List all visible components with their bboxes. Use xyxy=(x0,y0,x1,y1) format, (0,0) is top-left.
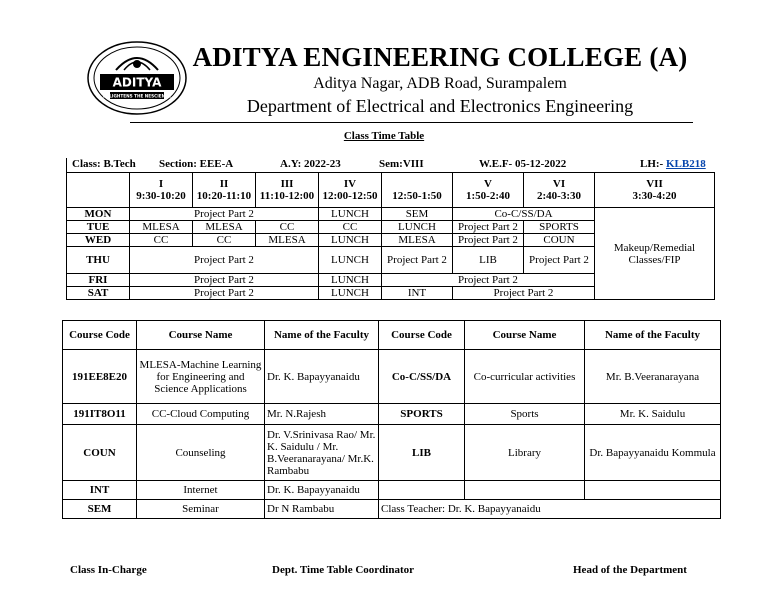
logo-tagline: ENLIGHTENS THE NESCIENCE xyxy=(102,93,172,99)
column-header: Course Name xyxy=(465,321,585,350)
faculty-name: Mr. K. Saidulu xyxy=(585,404,721,425)
column-header: Course Code xyxy=(379,321,465,350)
lh-link[interactable]: KLB218 xyxy=(665,158,706,170)
table-row xyxy=(63,481,721,500)
course-code: Co-C/SS/DA xyxy=(379,350,465,404)
semester: Sem:VIII xyxy=(379,158,424,170)
course-name: Co-curricular activities xyxy=(465,350,585,404)
class-teacher: Class Teacher: Dr. K. Bapayyanaidu xyxy=(379,500,721,519)
class-info-row xyxy=(66,158,715,172)
course-name: Library xyxy=(465,425,585,481)
timetable-cell: CC xyxy=(256,221,319,234)
makeup-remedial-cell: Makeup/Remedial Classes/FIP xyxy=(595,208,715,300)
faculty-name: Dr. K. Bapayyanaidu xyxy=(265,350,379,404)
timetable-cell: Project Part 2 xyxy=(382,274,595,287)
faculty-name: Mr. B.Veeranarayana xyxy=(585,350,721,404)
course-header-row xyxy=(63,321,721,350)
logo-wordmark: ADITYA xyxy=(112,75,162,90)
timetable-cell: Project Part 2 xyxy=(453,287,595,300)
timetable-cell: Project Part 2 xyxy=(382,247,453,274)
timetable-cell: INT xyxy=(382,287,453,300)
hod-signature: Head of the Department xyxy=(573,564,687,576)
period-header: VII 3:30-4:20 xyxy=(595,173,715,208)
section-label: Section: EEE-A xyxy=(159,158,234,170)
timetable-cell: CC xyxy=(319,221,382,234)
college-logo xyxy=(86,40,188,116)
timetable-cell: LUNCH xyxy=(382,221,453,234)
course-code: SEM xyxy=(63,500,137,519)
timetable-cell: Co-C/SS/DA xyxy=(453,208,595,221)
timetable-cell: Project Part 2 xyxy=(130,274,319,287)
timetable-cell: MLESA xyxy=(256,234,319,247)
column-header: Course Name xyxy=(137,321,265,350)
timetable-cell: Project Part 2 xyxy=(453,234,524,247)
lh-label: LH:- xyxy=(640,158,664,170)
timetable-cell: LUNCH xyxy=(319,287,382,300)
column-header: Course Code xyxy=(63,321,137,350)
course-name: MLESA-Machine Learning for Engineering and Science Applications xyxy=(137,350,265,404)
timetable-cell: SEM xyxy=(382,208,453,221)
timetable-cell: MLESA xyxy=(193,221,256,234)
timetable-cell: LUNCH xyxy=(319,274,382,287)
timetable-header-row xyxy=(67,173,715,208)
header-divider xyxy=(130,122,693,123)
course-name: Counseling xyxy=(137,425,265,481)
table-row xyxy=(63,425,721,481)
column-header: Name of the Faculty xyxy=(265,321,379,350)
table-row xyxy=(63,404,721,425)
timetable-row-mon xyxy=(67,208,715,221)
corner-cell xyxy=(67,173,130,208)
timetable-cell: COUN xyxy=(524,234,595,247)
coordinator-signature: Dept. Time Table Coordinator xyxy=(272,564,414,576)
course-code: 191EE8E20 xyxy=(63,350,137,404)
course-name: Sports xyxy=(465,404,585,425)
class-incharge-signature: Class In-Charge xyxy=(70,564,147,576)
period-header: III 11:10-12:00 xyxy=(256,173,319,208)
column-header: Name of the Faculty xyxy=(585,321,721,350)
timetable-cell: LUNCH xyxy=(319,208,382,221)
timetable-cell: SPORTS xyxy=(524,221,595,234)
faculty-name: Dr N Rambabu xyxy=(265,500,379,519)
college-address: Aditya Nagar, ADB Road, Surampalem xyxy=(313,75,567,92)
college-name: ADITYA ENGINEERING COLLEGE (A) xyxy=(192,42,688,72)
course-code: LIB xyxy=(379,425,465,481)
academic-year: A.Y: 2022-23 xyxy=(280,158,341,170)
timetable-cell: Project Part 2 xyxy=(130,208,319,221)
department-name: Department of Electrical and Electronics Engineering xyxy=(246,96,634,116)
period-header: V 1:50-2:40 xyxy=(453,173,524,208)
day-label: SAT xyxy=(67,287,130,300)
timetable-cell: MLESA xyxy=(382,234,453,247)
course-code: 191IT8O11 xyxy=(63,404,137,425)
table-row xyxy=(63,500,721,519)
empty-cell xyxy=(379,481,465,500)
course-table xyxy=(62,320,721,519)
document-title: Class Time Table xyxy=(343,130,425,142)
day-label: FRI xyxy=(67,274,130,287)
course-name: CC-Cloud Computing xyxy=(137,404,265,425)
timetable-cell: CC xyxy=(193,234,256,247)
course-code: SPORTS xyxy=(379,404,465,425)
timetable-cell: LUNCH xyxy=(319,234,382,247)
period-header: IV 12:00-12:50 xyxy=(319,173,382,208)
table-row xyxy=(63,350,721,404)
wef-date: W.E.F- 05-12-2022 xyxy=(479,158,567,170)
lunch-period-header: 12:50-1:50 xyxy=(382,173,453,208)
period-header: I 9:30-10:20 xyxy=(130,173,193,208)
timetable-cell: LUNCH xyxy=(319,247,382,274)
lecture-hall xyxy=(640,158,706,170)
faculty-name: Dr. V.Srinivasa Rao/ Mr. K. Saidulu / Mr. B.Veeranarayana/ Mr.K. Rambabu xyxy=(265,425,379,481)
day-label: TUE xyxy=(67,221,130,234)
class-label: Class: B.Tech xyxy=(72,158,136,170)
course-code: INT xyxy=(63,481,137,500)
timetable xyxy=(66,172,715,300)
faculty-name: Dr. K. Bapayyanaidu xyxy=(265,481,379,500)
day-label: WED xyxy=(67,234,130,247)
course-name: Seminar xyxy=(137,500,265,519)
faculty-name: Mr. N.Rajesh xyxy=(265,404,379,425)
course-name: Internet xyxy=(137,481,265,500)
timetable-cell: Project Part 2 xyxy=(453,221,524,234)
timetable-cell: Project Part 2 xyxy=(524,247,595,274)
day-label: MON xyxy=(67,208,130,221)
timetable-cell: Project Part 2 xyxy=(130,247,319,274)
period-header: II 10:20-11:10 xyxy=(193,173,256,208)
timetable-cell: Project Part 2 xyxy=(130,287,319,300)
course-code: COUN xyxy=(63,425,137,481)
faculty-name: Dr. Bapayyanaidu Kommula xyxy=(585,425,721,481)
period-header: VI 2:40-3:30 xyxy=(524,173,595,208)
timetable-cell: LIB xyxy=(453,247,524,274)
timetable-cell: CC xyxy=(130,234,193,247)
day-label: THU xyxy=(67,247,130,274)
empty-cell xyxy=(465,481,585,500)
timetable-cell: MLESA xyxy=(130,221,193,234)
empty-cell xyxy=(585,481,721,500)
